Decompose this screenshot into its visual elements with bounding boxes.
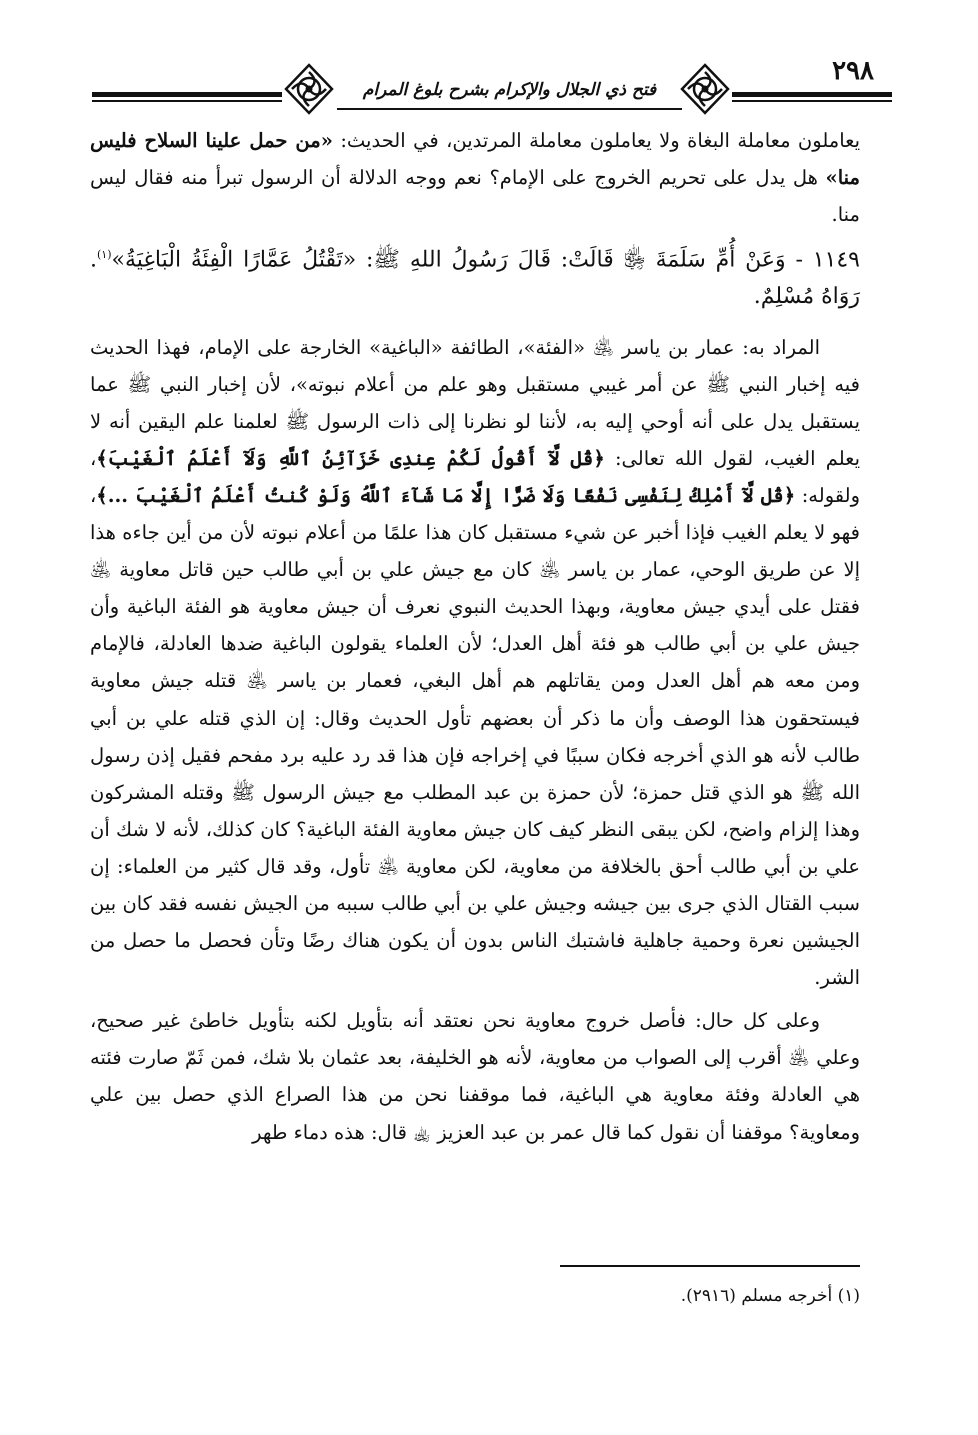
footnote-ref: (١) (97, 248, 112, 262)
hadith-text: ١١٤٩ - وَعَنْ أُمِّ سَلَمَةَ ﵂ قَالَتْ: قَالَ رَسُولُ اللهِ ﷺ: «تَقْتُلُ عَمَّارًا الْفِئَةُ الْبَاغِيَةُ» (111, 247, 860, 273)
conclusion-paragraph: وعلى كل حال: فأصل خروج معاوية نحن نعتقد أنه بتأويل لكنه بتأويل خاطئ غير صحيح، وعلي ﵁ أقرب إلى الصواب من معاوية، لأنه هو الخليفة، بعد عثمان بلا شك، فمن ثَمّ صارت فئته هي العادلة وفئة معاوية هي الباغية، فما موقفنا نحن من هذا الصراع الذي حصل بين علي ومعاوية؟ موقفنا أن نقول كما قال عمر بن عبد العزيز ﵀ قال: هذه دماء طهر (90, 1009, 860, 1144)
quran-verse-1: ﴿قُل لَّآ أَقُولُ لَكُمْ عِندِى خَزَآئِنُ ٱللَّهِ وَلَآ أَعْلَمُ ٱلْغَيْبَ﴾ (96, 446, 605, 470)
intro-text-2: هل يدل على تحريم الخروج على الإمام؟ نعم ووجه الدلالة أن الرسول تبرأ منه فقال ليس منا. (90, 166, 860, 227)
ornament-left-icon (282, 62, 336, 116)
explanation-paragraph (90, 329, 860, 997)
explanation-text-a: المراد به: عمار بن ياسر ﵁ «الفئة»، الطائفة «الباغية» الخارجة على الإمام، فهذا الحديث فيه إخبار النبي ﷺ عن أمر غيبي مستقبل وهو علم من أعلام نبوته»، لأن إخبار النبي ﷺ عما يستقبل يدل على أنه أوحي إليه به، لأننا لو نظرنا إلى ذات الرسول ﷺ لعلمنا علم اليقين أنه لا يعلم الغيب، لقول الله تعالى: (90, 335, 861, 470)
header-rule-left (92, 92, 282, 97)
page-body (90, 122, 860, 1151)
header-rule-right (732, 92, 892, 97)
ornament-right-icon (678, 62, 732, 116)
header-rule-right-thin (732, 100, 892, 102)
hadith-1149 (90, 237, 860, 314)
intro-paragraph (90, 122, 860, 233)
intro-text-1: يعاملون معاملة البغاة ولا يعاملون معاملة المرتدين، في الحديث: (332, 129, 861, 152)
book-title: فتح ذي الجلال والإكرام بشرح بلوغ المرام (362, 80, 657, 100)
page-number: ٢٩٨ (832, 56, 874, 86)
hadith-narrator: . رَوَاهُ مُسْلِمٌ. (90, 247, 860, 309)
explanation-text-c: ، فهو لا يعلم الغيب فإذا أخبر عن شيء مستقبل كان هذا علمًا من أعلام نبوته لأن من أين جاءه هذا إلا عن طريق الوحي، عمار بن ياسر ﵁ كان مع جيش علي بن أبي طالب حين قاتل معاوية ﵁ فقتل على أيدي جيش معاوية، وبهذا الحديث النبوي نعرف أن جيش معاوية هو الفئة الباغية وأن جيش علي بن أبي طالب هو فئة أهل العدل؛ لأن العلماء يقولون الباغية ضدها العادلة، فالإمام ومن معه هم أهل العدل ومن يقاتلهم هم أهل البغي، فعمار بن ياسر ﵁ قتله جيش معاوية فيستحقون هذا الوصف وأن ما ذكر أن بعضهم تأول الحديث وقال: إن الذي قتله علي بن أبي طالب لأنه هو الذي أخرجه فكان سببًا في إخراجه فإن هذا قد رد عليه برد مفحم فقيل إذن رسول الله ﷺ هو الذي قتل حمزة؛ لأن حمزة بن عبد المطلب مع جيش الرسول ﷺ وقتله المشركون وهذا إلزام واضح، لكن يبقى النظر كيف كان جيش معاوية الفئة الباغية؟ كان كذلك، لأنه لا شك أن علي بن أبي طالب أحق بالخلافة من معاوية، لكن معاوية ﵁ تأول، وقد قال كثير من العلماء: إن سبب القتال الذي جرى بين جيشه وجيش علي بن أبي طالب سببه من الجيش نفسه فقد كان بين الجيشين نعرة وحمية جاهلية فاشتبك الناس بدون أن يكون هناك رضًا وتأن فحصل ما حصل من الشر. (90, 483, 860, 990)
intro-quote: «من حمل علينا السلاح فليس منا» (90, 129, 860, 190)
footnote: (١) أخرجه مسلم (٢٩١٦). (680, 1286, 860, 1306)
running-header (92, 50, 892, 120)
footnote-divider (560, 1265, 860, 1267)
explanation-text-b: ، ولقوله: (90, 446, 860, 507)
header-rule-left-thin (92, 100, 282, 102)
header-rule-middle (337, 108, 682, 110)
quran-verse-2: ﴿قُل لَّآ أَمْلِكُ لِنَفْسِى نَفْعًا وَلَا ضَرًّا إِلَّا مَا شَآءَ ٱللَّهُ وَلَوْ كُنتُ أَعْلَمُ ٱلْغَيْبَ ...﴾ (96, 483, 796, 507)
